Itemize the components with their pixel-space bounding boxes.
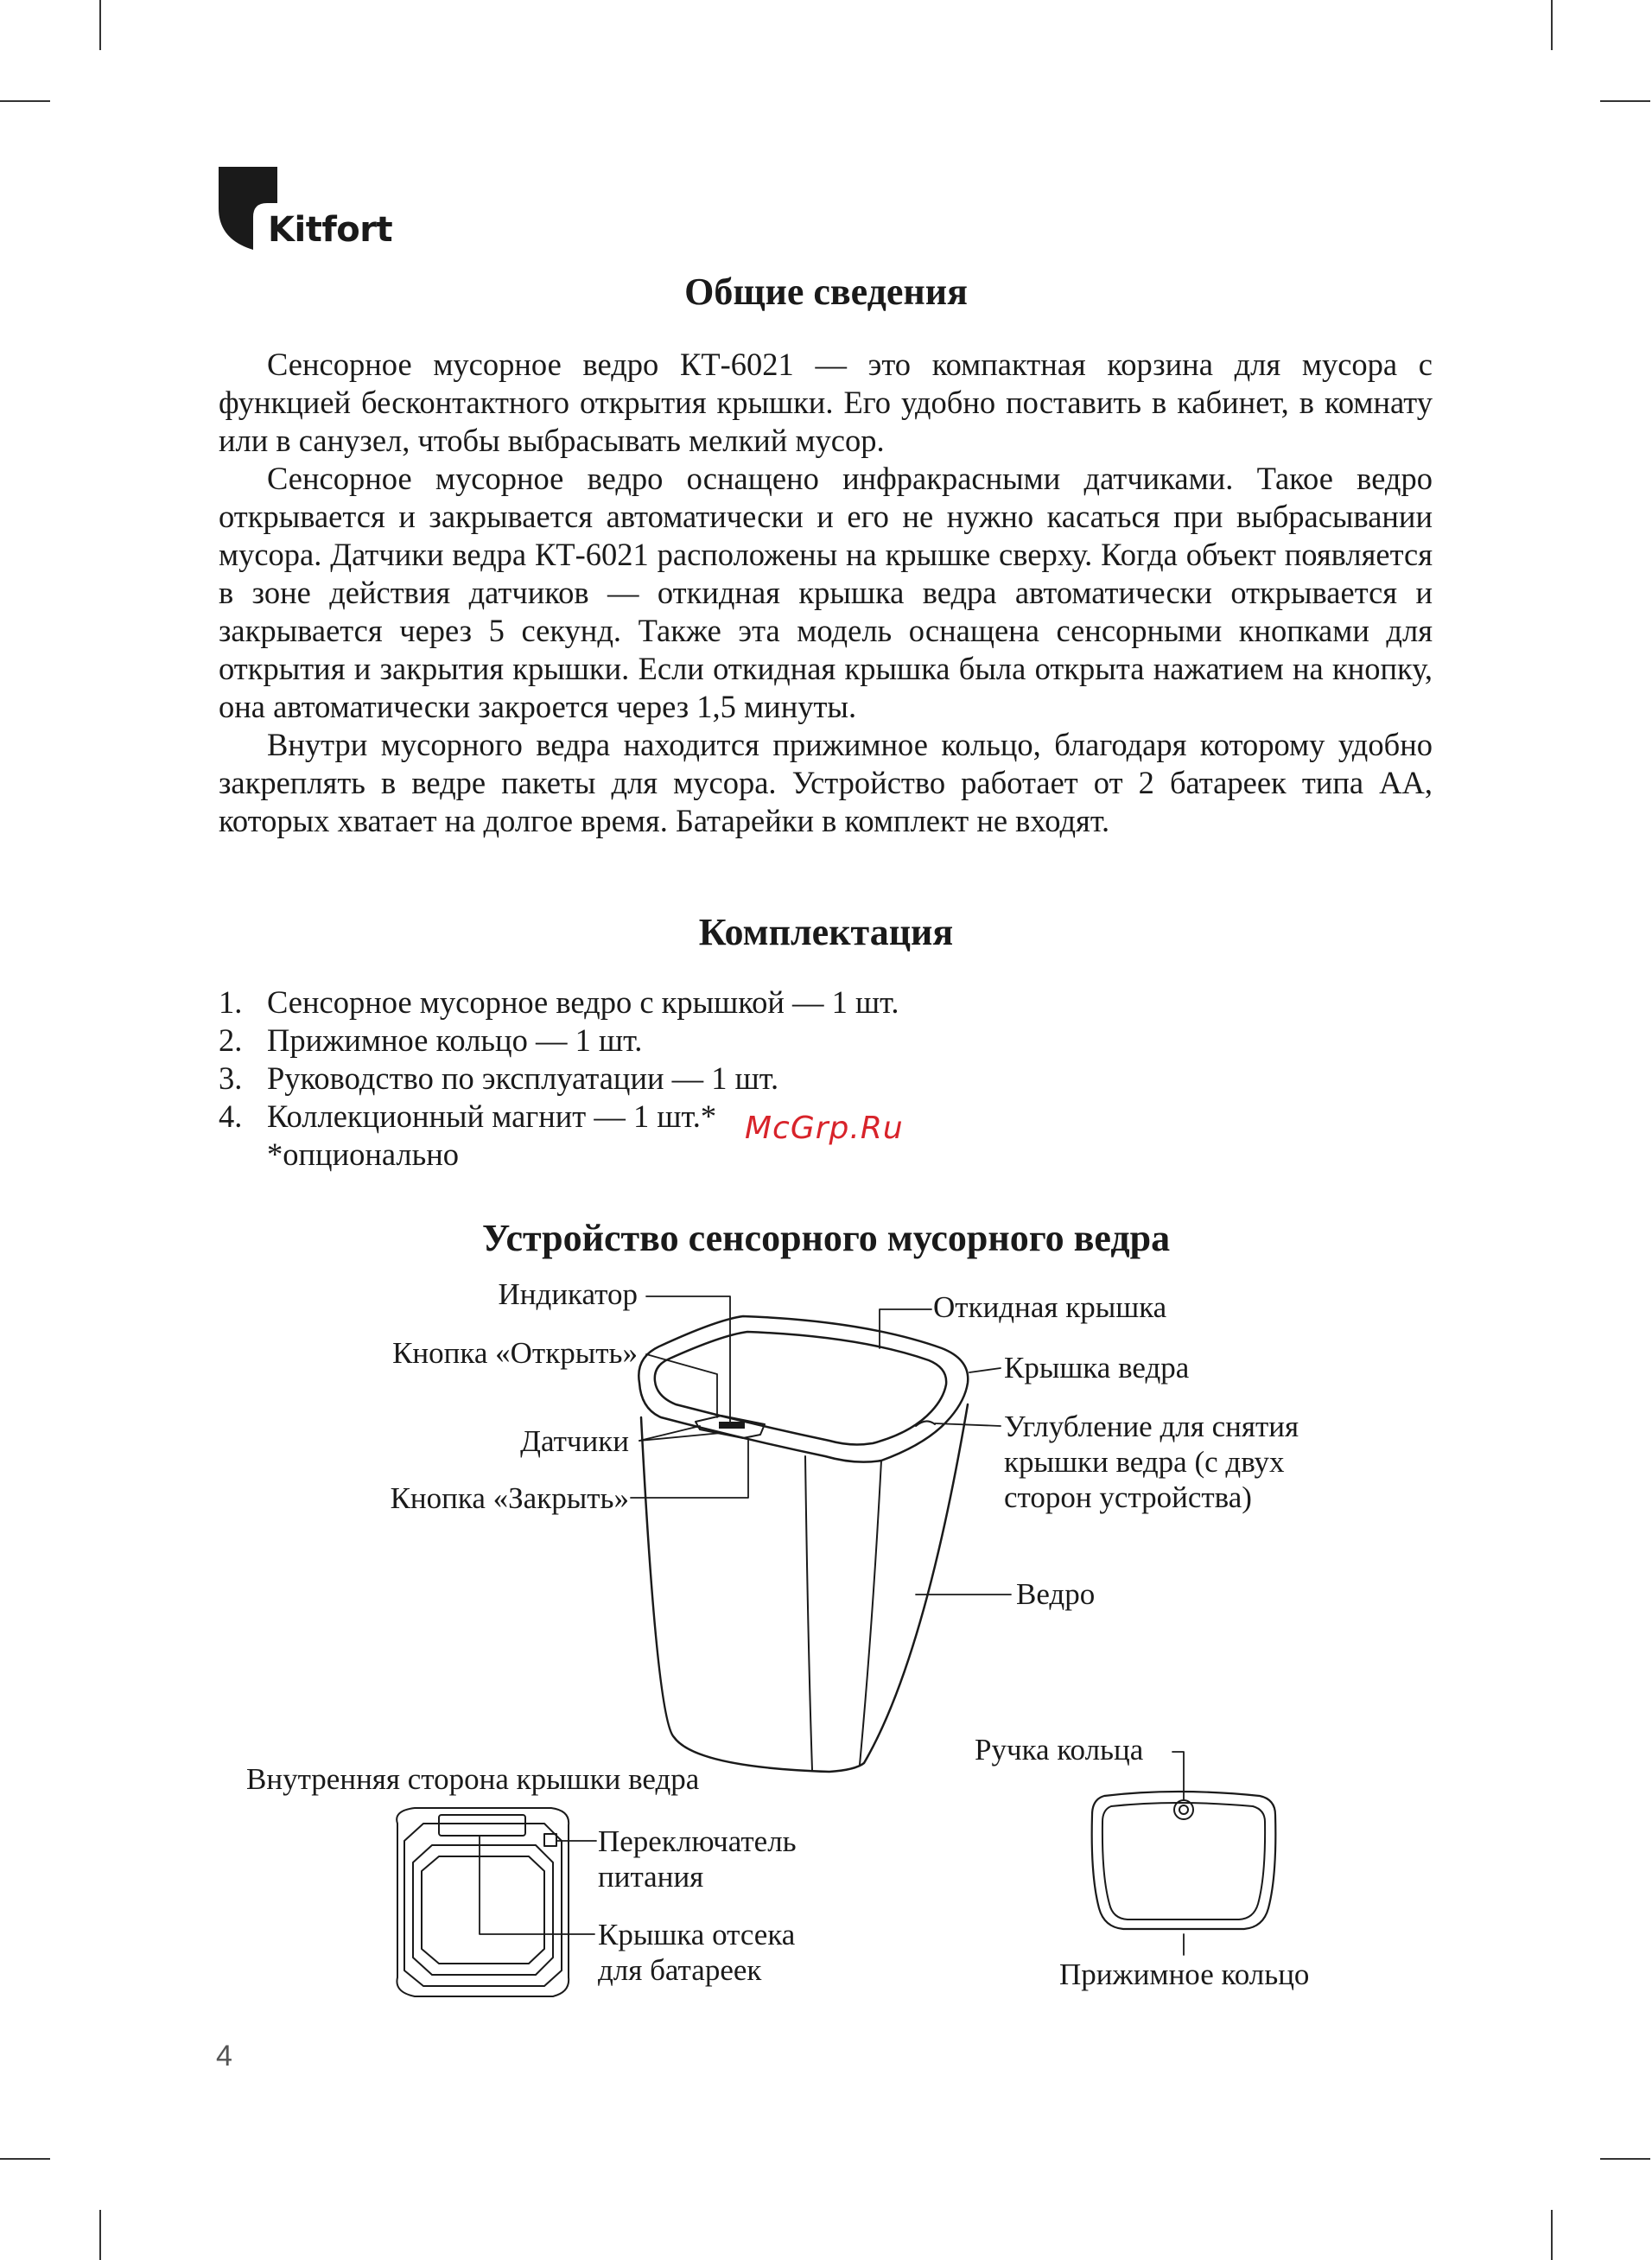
power-switch-icon bbox=[544, 1834, 556, 1846]
label-flip-lid: Откидная крышка bbox=[933, 1290, 1167, 1324]
leader-line bbox=[969, 1368, 1001, 1372]
lid-inner-ring bbox=[422, 1856, 544, 1964]
page-number: 4 bbox=[216, 2040, 232, 2072]
label-ring-handle: Ручка кольца bbox=[975, 1733, 1144, 1767]
list-number: 1. bbox=[219, 984, 243, 1020]
list-text: Коллекционный магнит — 1 шт.* bbox=[267, 1098, 717, 1134]
leader-line bbox=[480, 1836, 594, 1934]
bin-body-edge bbox=[860, 1461, 881, 1765]
label-close-button: Кнопка «Закрыть» bbox=[390, 1481, 629, 1515]
watermark: McGrp.Ru bbox=[745, 1111, 904, 1146]
ring-outline-inner bbox=[1102, 1803, 1265, 1919]
label-line: для батареек bbox=[598, 1953, 762, 1987]
label-line: крышки ведра (с двух bbox=[1004, 1445, 1285, 1479]
lid-inner-ring bbox=[413, 1845, 553, 1975]
leader-line bbox=[639, 1433, 721, 1441]
label-sensors: Датчики bbox=[520, 1424, 629, 1458]
bin-lid bbox=[639, 1316, 968, 1462]
label-pressure-ring: Прижимное кольцо bbox=[1059, 1958, 1310, 1991]
list-number: 2. bbox=[219, 1022, 243, 1058]
sensor-window bbox=[719, 1422, 745, 1429]
list-text: Прижимное кольцо — 1 шт. bbox=[267, 1022, 643, 1058]
brand-name: Kitfort bbox=[268, 210, 393, 250]
list-text: Сенсорное мусорное ведро с крышкой — 1 шт. bbox=[267, 984, 899, 1020]
list-number: 3. bbox=[219, 1060, 243, 1096]
ring-outline bbox=[1092, 1792, 1276, 1929]
section-title-device: Устройство сенсорного мусорного ведра bbox=[481, 1217, 1171, 1259]
label-bin-lid: Крышка ведра bbox=[1004, 1351, 1190, 1385]
label-line: Крышка отсека bbox=[598, 1918, 796, 1951]
battery-compartment bbox=[439, 1815, 525, 1836]
label-battery-cover bbox=[598, 1917, 795, 1988]
label-bin: Ведро bbox=[1016, 1577, 1096, 1611]
section-title-contents: Комплектация bbox=[698, 911, 954, 953]
bin-body bbox=[641, 1404, 968, 1772]
paragraph: Сенсорное мусорное ведро КТ-6021 — это компактная корзина для мусора с функцией бесконтактного открытия крышки. Его удобно поставить в кабинет, в комнату или в санузел, чтобы выбрасывать мелкий мусор. bbox=[219, 347, 1433, 458]
label-line: Углубление для снятия bbox=[1004, 1410, 1299, 1443]
label-open-button: Кнопка «Открыть» bbox=[392, 1336, 638, 1370]
bin-body-edge bbox=[805, 1456, 812, 1770]
label-power-switch bbox=[598, 1824, 797, 1894]
label-recess bbox=[1004, 1409, 1299, 1515]
label-line: Переключатель bbox=[598, 1824, 797, 1858]
section-title-general: Общие сведения bbox=[684, 271, 968, 313]
label-line: сторон устройства) bbox=[1004, 1480, 1252, 1514]
paragraph: Внутри мусорного ведра находится прижимное кольцо, благодаря которому удобно закреплять в ведре пакеты для мусора. Устройство работает от 2 батареек типа АА, которых хватает на долгое время. Батарейки в комплект не входят. bbox=[219, 727, 1433, 838]
footnote: *опционально bbox=[267, 1136, 460, 1172]
label-line: питания bbox=[598, 1860, 704, 1894]
label-indicator: Индикатор bbox=[498, 1277, 638, 1311]
list-number: 4. bbox=[219, 1098, 243, 1134]
ring-handle bbox=[1179, 1805, 1188, 1814]
paragraph: Сенсорное мусорное ведро оснащено инфракрасными датчиками. Такое ведро открывается и закрывается автоматически и его не нужно касаться при выбрасывании мусора. Датчики ведра КТ-6021 расположены на крышке сверху. Когда объект появляется в зоне действия датчиков — откидная крышка ведра автоматически открывается и закрывается через 5 секунд. Также эта модель оснащена сенсорными кнопками для открытия и закрытия крышки. Если откидная крышка была открыта нажатием на кнопку, она автоматически закроется через 1,5 минуты. bbox=[219, 461, 1433, 724]
label-lid-inner-side: Внутренняя сторона крышки ведра bbox=[246, 1762, 700, 1796]
leader-line bbox=[1172, 1752, 1184, 1800]
list-text: Руководство по эксплуатации — 1 шт. bbox=[267, 1060, 779, 1096]
leader-line bbox=[631, 1439, 748, 1498]
